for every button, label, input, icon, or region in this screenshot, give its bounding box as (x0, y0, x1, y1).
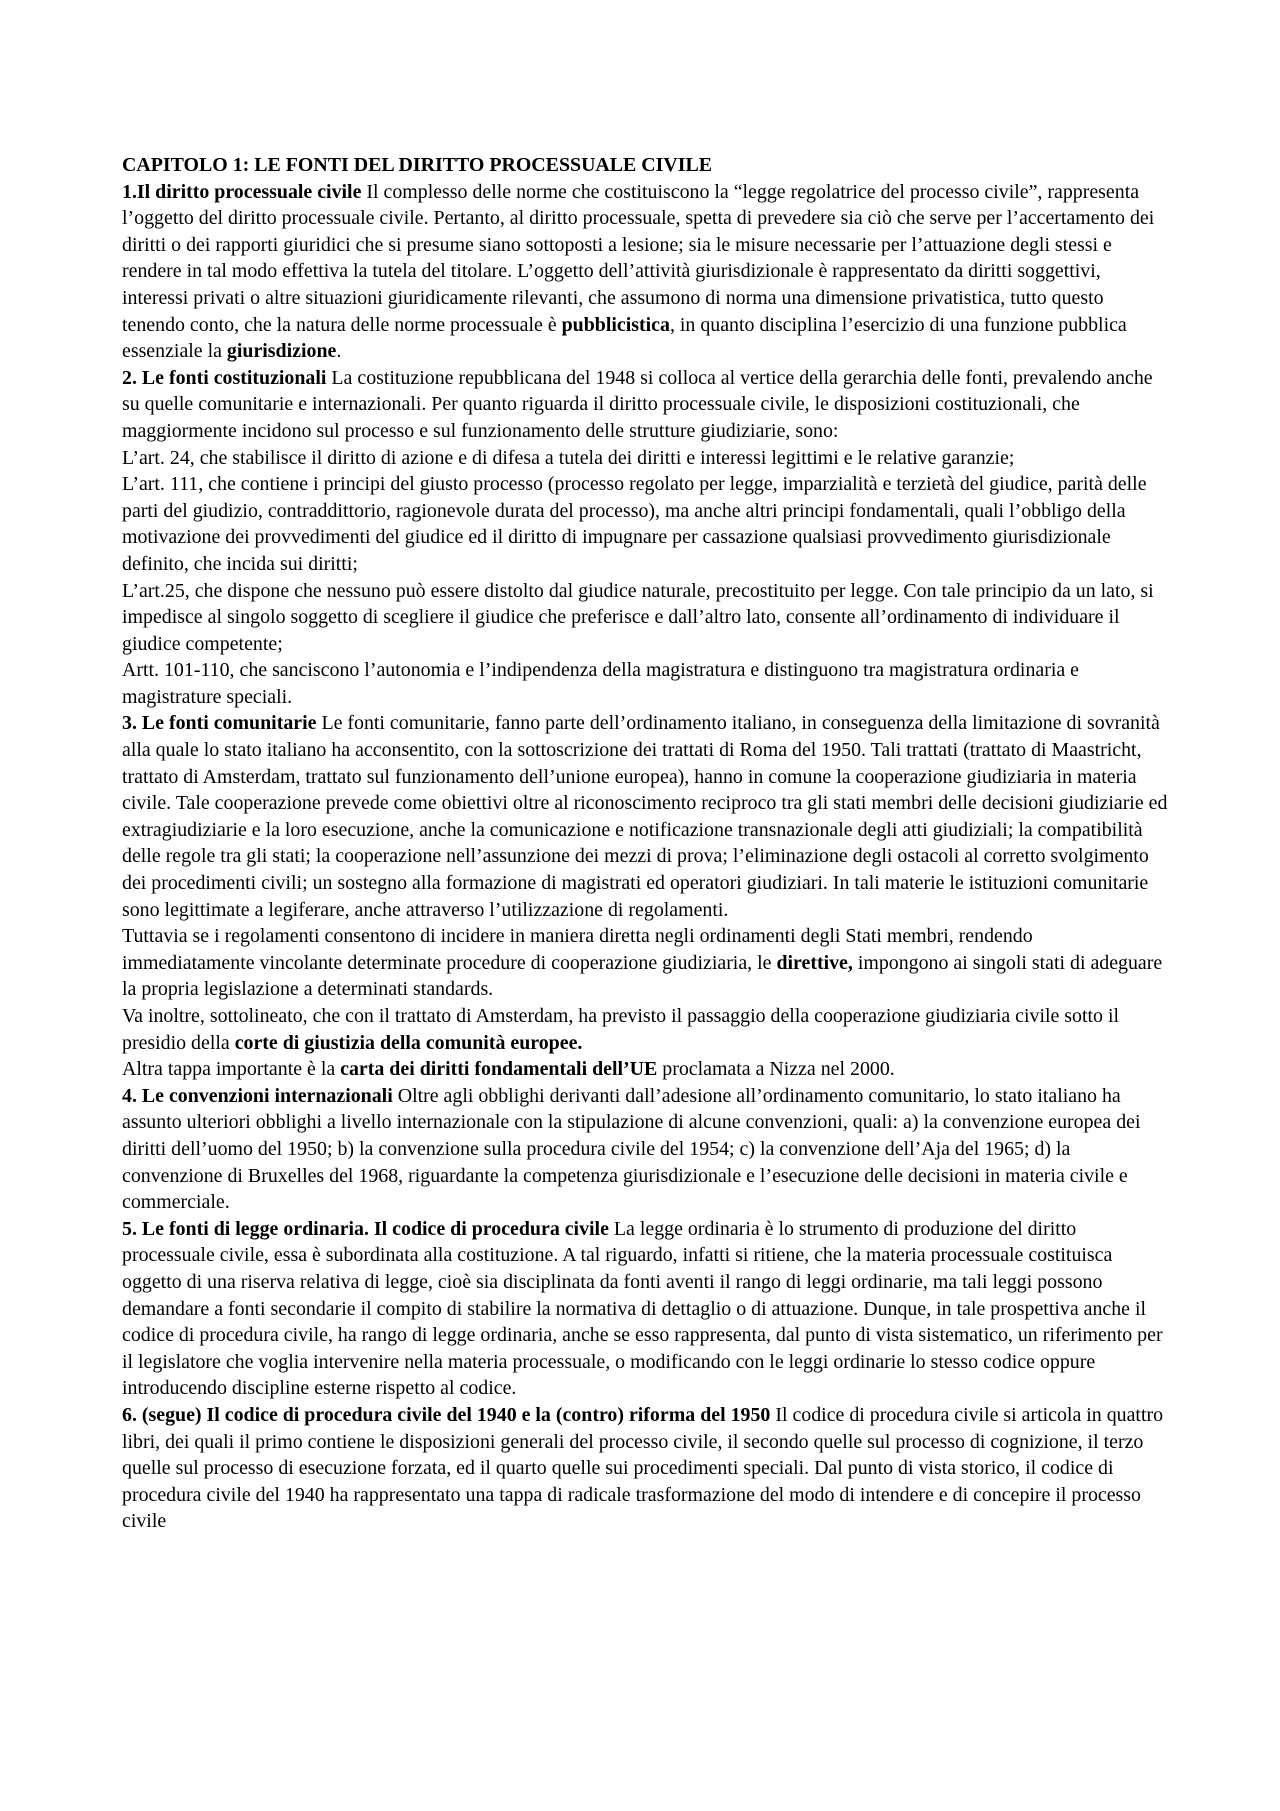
chapter-title: CAPITOLO 1: LE FONTI DEL DIRITTO PROCESSUALE CIVILE (122, 154, 713, 176)
paragraph (122, 1056, 1170, 1083)
text-run: Il complesso delle norme che costituiscono la “legge regolatrice del processo civile”, rappresenta l’oggetto del diritto processuale civile. Pertanto, al diritto processuale, spetta di prevedere sia ciò che serve per l’accertamento dei diritti o dei rapporti giuridici che si presume siano sottoposti a lesione; sia le misure necessarie per l’attuazione degli stessi e rendere in tal modo effettiva la tutela del titolare. L’oggetto dell’attività giurisdizionale è rappresentato da diritti soggettivi, interessi privati o altre situazioni giuridicamente rilevanti, che assumono di norma una dimensione privatistica, tutto questo tenendo conto, che la natura delle norme processuale è (122, 180, 1155, 336)
bold-text: 6. (segue) Il codice di procedura civile del 1940 e la (contro) riforma del 1950 (122, 1403, 771, 1426)
text-run: proclamata a Nizza nel 2000. (657, 1058, 895, 1081)
text-run: La legge ordinaria è lo strumento di produzione del diritto processuale civile, essa è subordinata alla costituzione. A tal riguardo, infatti si ritiene, che la materia processuale costituisca oggetto di una riserva relativa di legge, cioè sia disciplinata da fonti aventi il rango di leggi ordinarie, ma tali leggi possono demandare a fonti secondarie il compito di stabilire la normativa di dettaglio o di attuazione. Dunque, in tale prospettiva anche il codice di procedura civile, ha rango di legge ordinaria, anche se esso rappresenta, dal punto di vista sistematico, un riferimento per il legislatore che voglia intervenire nella materia processuale, o modificando con le leggi ordinarie lo stesso codice oppure introducendo discipline esterne rispetto al codice. (122, 1217, 1163, 1400)
bold-text: 4. Le convenzioni internazionali (122, 1084, 393, 1107)
paragraph (122, 923, 1170, 1003)
text-run: . (336, 340, 342, 363)
paragraph (122, 1216, 1170, 1402)
text-run: Tuttavia se i regolamenti consentono di incidere in maniera diretta negli ordinamenti degli Stati membri, rendendo immediatamente vincolante determinate procedure di cooperazione giudiziaria, le (122, 925, 1033, 974)
text-run: Oltre agli obblighi derivanti dall’adesione all’ordinamento comunitario, lo stato italiano ha assunto ulteriori obblighi a livello internazionale con la stipulazione di alcune convenzioni, quali: a) la convenzione europea dei diritti dell’uomo del 1950; b) la convenzione sulla procedura civile del 1954; c) la convenzione dell’Aja del 1965; d) la convenzione di Bruxelles del 1968, riguardante la competenza giurisdizionale e l’esecuzione delle decisioni in materia civile e commerciale. (122, 1084, 1141, 1214)
bold-text: direttive, (776, 951, 853, 974)
paragraph (122, 179, 1170, 365)
bold-text: corte di giustizia della comunità europee. (234, 1031, 583, 1054)
paragraph-list (122, 179, 1170, 1535)
paragraph (122, 445, 1170, 472)
paragraph (122, 578, 1170, 658)
paragraph (122, 1083, 1170, 1216)
text-run: Le fonti comunitarie, fanno parte dell’ordinamento italiano, in conseguenza della limitazione di sovranità alla quale lo stato italiano ha acconsentito, con la sottoscrizione dei trattati di Roma del 1950. Tali trattati (trattato di Maastricht, trattato di Amsterdam, trattato sul funzionamento dell’unione europea), hanno in comune la cooperazione giudiziaria in materia civile. Tale cooperazione prevede come obiettivi oltre al riconoscimento reciproco tra gli stati membri delle decisioni giudiziarie ed extragiudiziarie e la loro esecuzione, anche la comunicazione e notificazione transnazionale degli atti giudiziali; la compatibilità delle regole tra gli stati; la cooperazione nell’assunzione dei mezzi di prova; l’eliminazione degli ostacoli al corretto svolgimento dei procedimenti civili; un sostegno alla formazione di magistrati ed operatori giudiziari. In tali materie le istituzioni comunitarie sono legittimate a legiferare, anche attraverso l’utilizzazione di regolamenti. (122, 712, 1168, 921)
bold-text: 1.Il diritto processuale civile (122, 180, 362, 203)
bold-text: pubblicistica (561, 313, 670, 336)
paragraph (122, 1003, 1170, 1056)
paragraph (122, 1402, 1170, 1535)
paragraph (122, 657, 1170, 710)
paragraph (122, 365, 1170, 445)
text-run: La costituzione repubblicana del 1948 si colloca al vertice della gerarchia delle fonti, prevalendo anche su quelle comunitarie e internazionali. Per quanto riguarda il diritto processuale civile, le disposizioni costituzionali, che maggiormente incidono sul processo e sul funzionamento delle strutture giudiziarie, sono: (122, 366, 1153, 442)
text-run: L’art. 24, che stabilisce il diritto di azione e di difesa a tutela dei diritti e interessi legittimi e le relative garanzie; (122, 446, 1015, 469)
paragraph (122, 710, 1170, 923)
bold-text: 2. Le fonti costituzionali (122, 366, 327, 389)
text-run: Va inoltre, sottolineato, che con il trattato di Amsterdam, ha previsto il passaggio della cooperazione giudiziaria civile sotto il presidio della (122, 1005, 1120, 1054)
text-run: L’art. 111, che contiene i principi del giusto processo (processo regolato per legge, imparzialità e terzietà del giudice, parità delle parti del giudizio, contraddittorio, ragionevole durata del processo), ma anche altri principi fondamentali, quali l’obbligo della motivazione dei provvedimenti del giudice ed il diritto di impugnare per cassazione qualsiasi provvedimento giurisdizionale definito, che incida sui diritti; (122, 473, 1147, 575)
text-run: , in quanto disciplina l’esercizio di una funzione pubblica essenziale la (122, 313, 1127, 363)
text-run: L’art.25, che dispone che nessuno può essere distolto dal giudice naturale, precostituito per legge. Con tale principio da un lato, si impedisce al singolo soggetto di scegliere il giudice che preferisce e dall’altro lato, consente all’ordinamento di individuare il giudice competente; (122, 579, 1154, 655)
text-run: Artt. 101-110, che sanciscono l’autonomia e l’indipendenza della magistratura e distinguono tra magistratura ordinaria e magistrature speciali. (122, 659, 1080, 708)
bold-text: carta dei diritti fondamentali dell’UE (340, 1058, 658, 1081)
document-body (122, 152, 1170, 1535)
bold-text: giurisdizione (226, 340, 337, 363)
text-run: impongono ai singoli stati di adeguare la propria legislazione a determinati standards. (122, 951, 1163, 1001)
bold-text: 3. Le fonti comunitarie (122, 712, 317, 735)
text-run: Il codice di procedura civile si articola in quattro libri, dei quali il primo contiene le disposizioni generali del processo civile, il secondo quelle sul processo di cognizione, il terzo quelle sul processo di esecuzione forzata, ed il quarto quelle sui procedimenti speciali. Dal punto di vista storico, il codice di procedura civile del 1940 ha rappresentato una tappa di radicale trasformazione del modo di intendere e di concepire il processo civile (122, 1403, 1164, 1533)
bold-text: 5. Le fonti di legge ordinaria. Il codice di procedura civile (122, 1217, 609, 1240)
paragraph (122, 471, 1170, 577)
text-run: Altra tappa importante è la (122, 1058, 341, 1081)
